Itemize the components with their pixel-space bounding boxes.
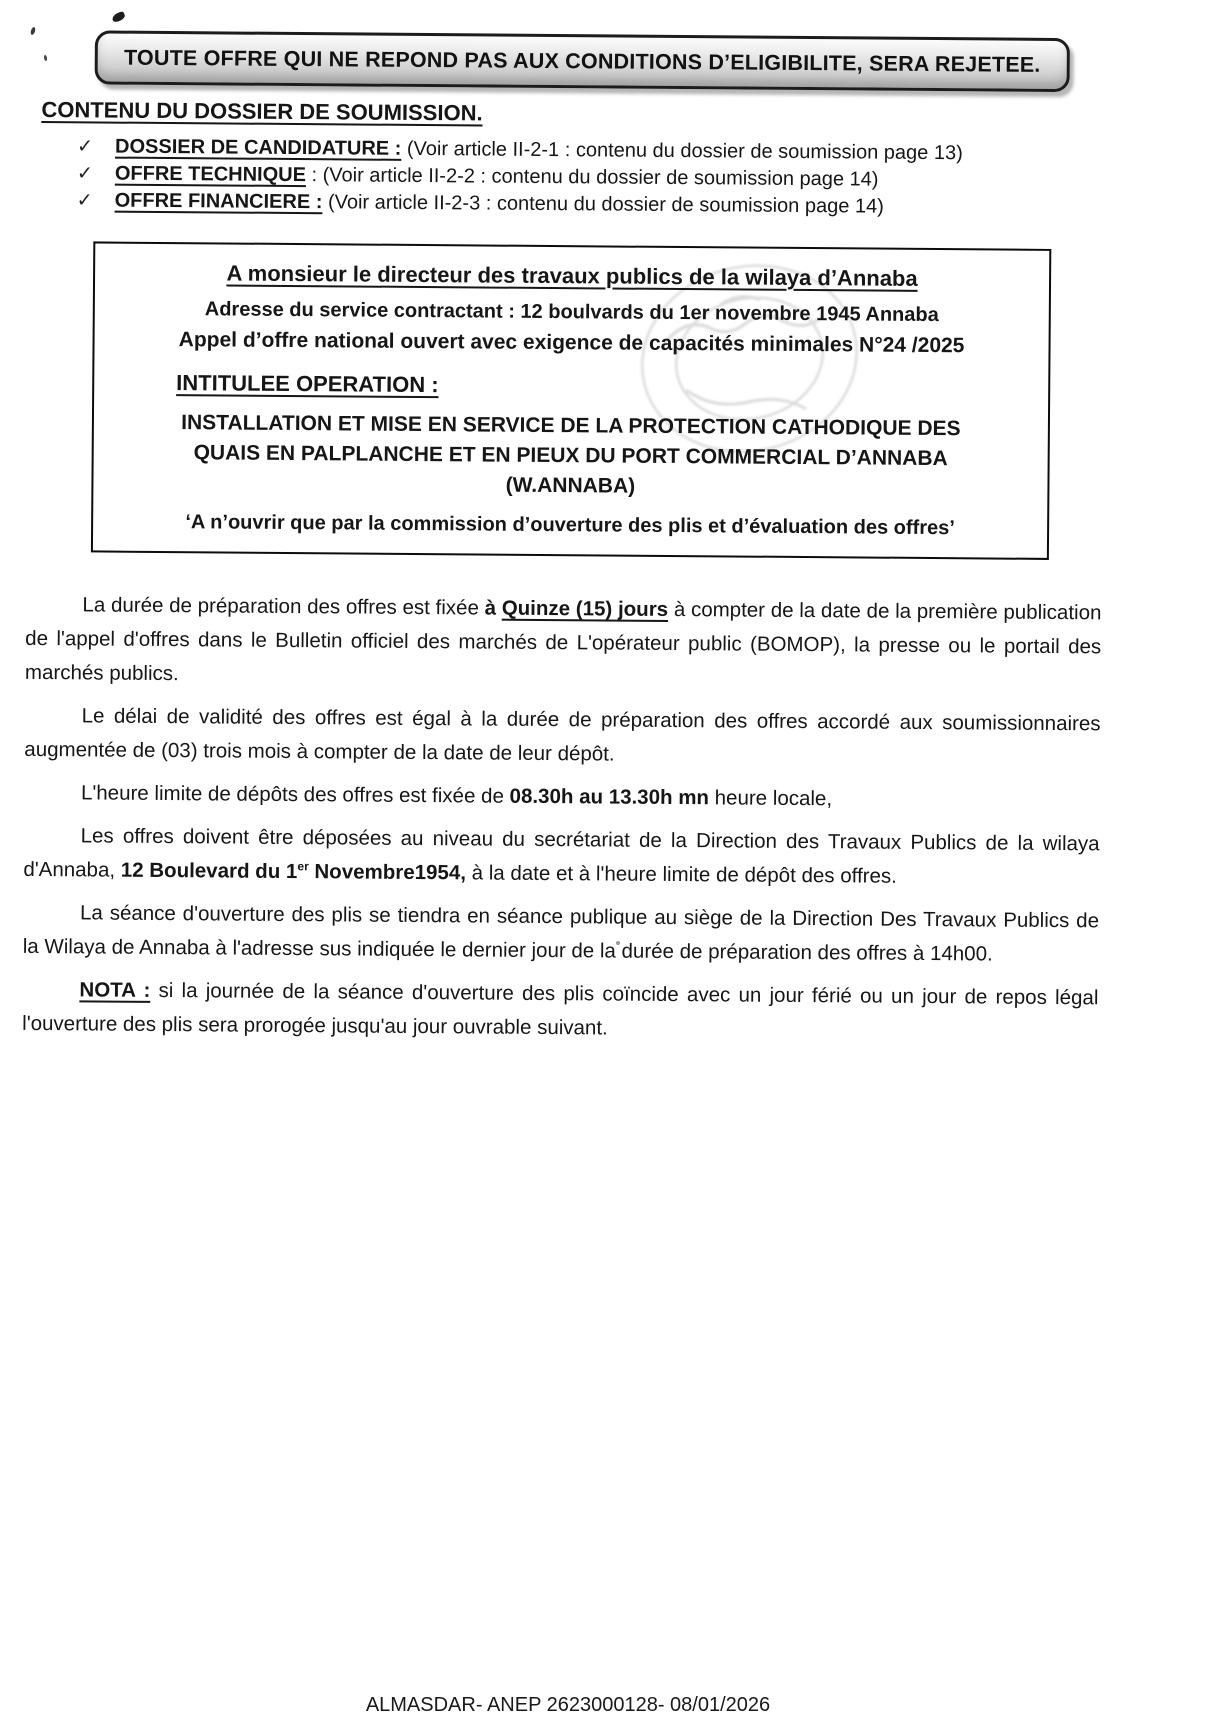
paragraph-text: La durée de préparation des offres est fixée xyxy=(82,593,485,620)
notice-wilaya-note: (W.ANNABA) xyxy=(505,473,636,498)
paragraph-opening-session xyxy=(23,896,1100,972)
body-paragraphs xyxy=(22,588,1102,1049)
checklist-item-label: DOSSIER DE CANDIDATURE : xyxy=(115,135,402,160)
checklist-item-detail: (Voir article II-2-3 : contenu du dossier de soumission page 14) xyxy=(322,191,884,218)
notice-operation-title: INSTALLATION ET MISE EN SERVICE DE LA PROTECTION CATHODIQUE DES QUAIS EN PALPLANCHE ET EN PIEUX DU PORT COMMERCIAL D’ANNABA xyxy=(181,411,961,471)
section-heading: CONTENU DU DOSSIER DE SOUMISSION. xyxy=(41,97,483,126)
paragraph-deposit-hours xyxy=(24,776,1100,818)
paragraph-text: si la journée de la séance d'ouverture des plis coïncide avec un jour férié ou un jour de repos légal l'ouverture des plis sera prorogée jusqu'au jour ouvrable suivant. xyxy=(22,978,1099,1040)
paragraph-text: à la date et à l'heure limite de dépôt des offres. xyxy=(465,861,897,888)
check-icon: ✓ xyxy=(77,136,94,158)
paragraph-bold-text xyxy=(121,859,466,885)
notice-open-note: ‘A n’ouvrir que par la commission d’ouverture des plis et d’évaluation des offres’ xyxy=(185,511,955,540)
notice-recipient-line xyxy=(109,258,1035,295)
paragraph-text: Les offres doivent être déposées au niveau du secrétariat de la Direction des Travaux Publics de la wilaya d'Annaba, xyxy=(23,824,1100,882)
check-icon: ✓ xyxy=(76,163,93,185)
paragraph-deposit-location xyxy=(23,819,1100,895)
paragraph-text: L'heure limite de dépôts des offres est fixée de xyxy=(80,781,510,808)
ordinal-superscript: er xyxy=(297,859,309,874)
address-bold-text: Novembre1954, xyxy=(308,860,467,885)
rejection-banner-text: TOUTE OFFRE QUI NE REPOND PAS AUX CONDITIONS D’ELIGIBILITE, SERA REJETEE. xyxy=(123,45,1041,77)
footer-publication-line: ALMASDAR- ANEP 2623000128- 08/01/2026 xyxy=(365,1694,771,1716)
paragraph-text: à compter de la date de la première publication de l'appel d'offres dans le Bulletin officiel des marchés de L'opérateur public (BOMOP), la presse ou le portail des marchés publics. xyxy=(24,597,1102,686)
checklist-item-text xyxy=(115,188,884,221)
notice-operation-label-line xyxy=(176,368,1034,405)
paragraph-offer-validity xyxy=(24,699,1101,775)
notice-box xyxy=(91,241,1051,560)
paragraph-bold-text: à xyxy=(484,596,502,620)
checklist-item-label: OFFRE TECHNIQUE xyxy=(114,162,307,187)
notice-operation-label: INTITULEE OPERATION : xyxy=(176,370,439,398)
paragraph-bold-underline-text: Quinze (15) jours xyxy=(501,596,669,621)
document-content xyxy=(0,30,1228,1051)
checklist-item-label: OFFRE FINANCIERE : xyxy=(114,189,323,214)
nota-label: NOTA : xyxy=(79,978,151,1002)
paragraph-text: La séance d'ouverture des plis se tiendra en séance publique au siège de la Direction Des Travaux Publics de la Wilaya de Annaba à l'adresse sus indiquée le dernier jour de la durée de préparation des offres à 14h00. xyxy=(22,901,1100,966)
rejection-banner xyxy=(95,30,1070,92)
notice-contracting-address: Adresse du service contractant : 12 boulvards du 1er novembre 1945 Annaba xyxy=(204,298,939,327)
address-bold-text: 12 Boulevard du 1 xyxy=(120,858,298,884)
check-icon: ✓ xyxy=(76,190,93,212)
notice-tender-line: Appel d’offre national ouvert avec exigence de capacités minimales N°24 /2025 xyxy=(178,328,965,358)
ink-speck xyxy=(111,11,126,23)
checklist-item-detail: (Voir article II-2-1 : contenu du dossier de soumission page 13) xyxy=(401,137,963,165)
paragraph-text: heure locale, xyxy=(708,786,833,811)
paragraph-bold-text: 08.30h au 13.30h mn xyxy=(509,784,710,810)
notice-recipient-text: A monsieur le directeur des travaux publics de la wilaya d’Annaba xyxy=(226,260,918,291)
paragraph-preparation-duration xyxy=(25,588,1102,698)
submission-checklist xyxy=(77,133,1228,223)
paragraph-nota xyxy=(22,973,1099,1049)
paragraph-text: Le délai de validité des offres est égal à la durée de préparation des offres accordé aux soumissionnaires augmentée de (03) trois mois à compter de la date de leur dépôt. xyxy=(24,704,1101,766)
checklist-item-detail: : (Voir article II-2-2 : contenu du dossier de soumission page 14) xyxy=(305,164,879,191)
